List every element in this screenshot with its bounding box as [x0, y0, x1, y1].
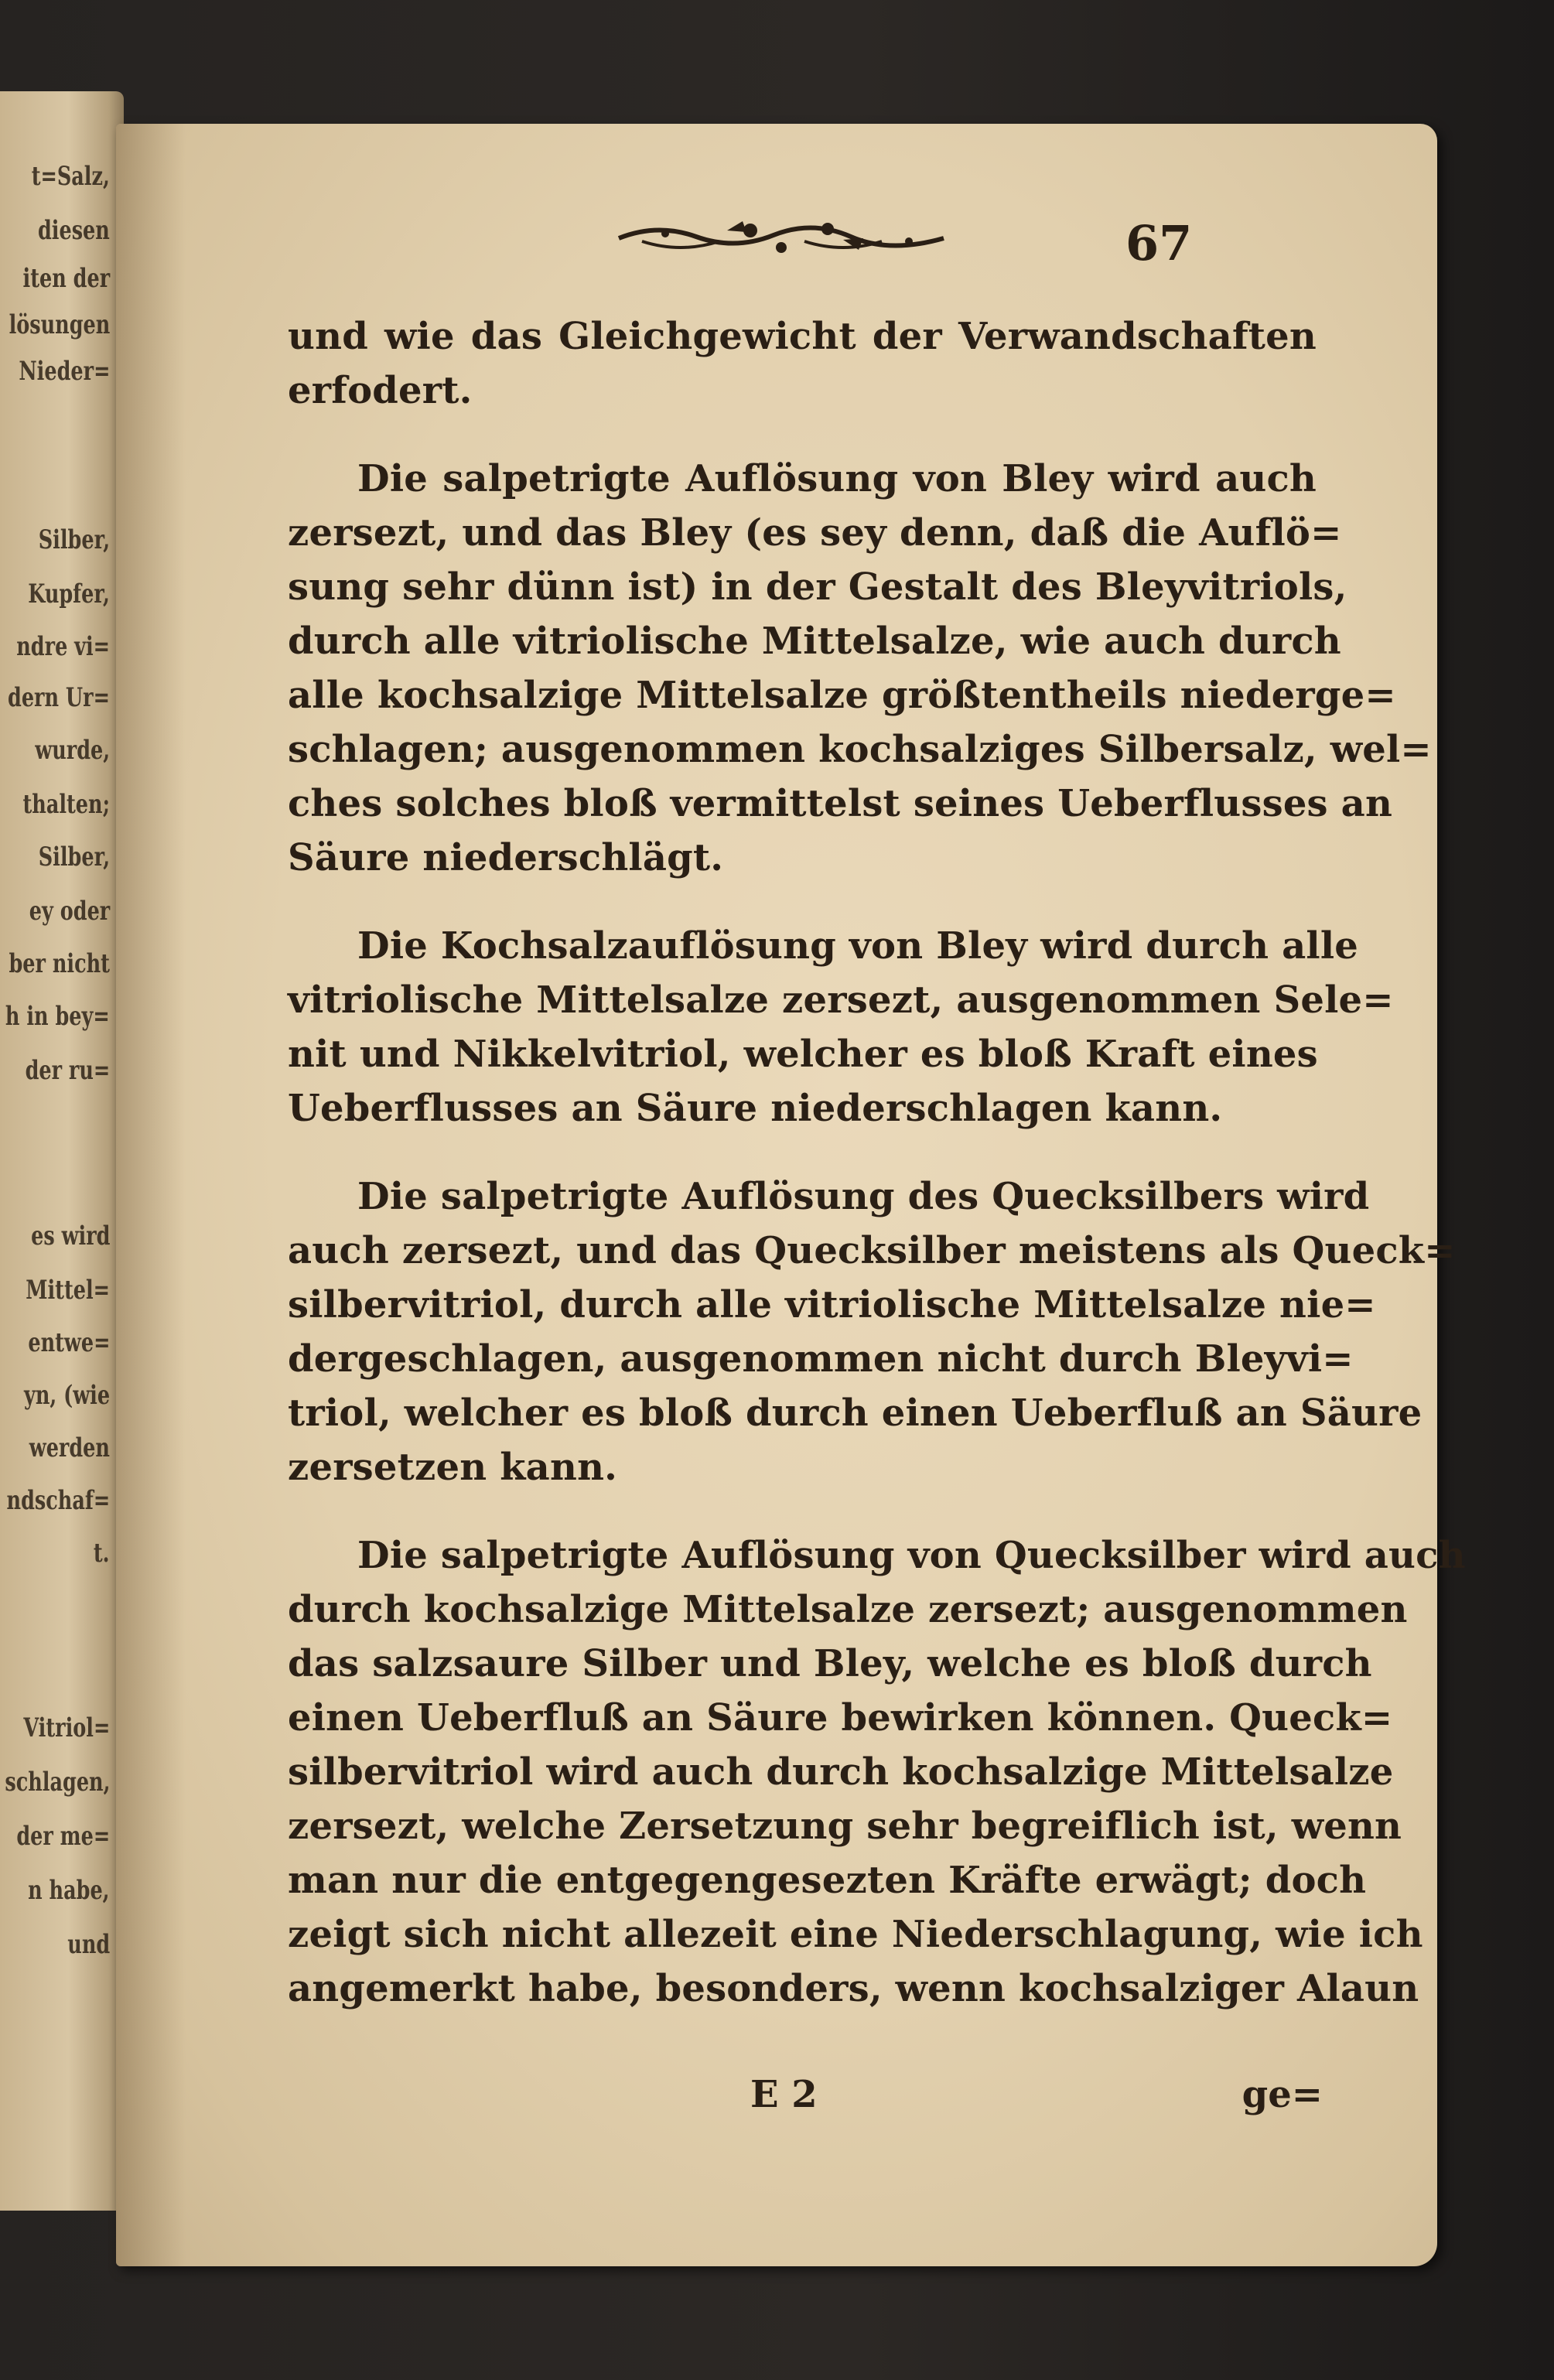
previous-page-line: werden	[29, 1432, 110, 1463]
text-line: triol, welcher es bloß durch einen Ueberfluß an Säure	[288, 1391, 1423, 1435]
paragraph	[288, 309, 1317, 418]
previous-page-line: Nieder=	[18, 356, 110, 387]
catchword: ge=	[1241, 2073, 1323, 2116]
paragraph-gap	[288, 1135, 1317, 1170]
previous-page-line: ndschaf=	[6, 1485, 110, 1516]
text-line: durch alle vitriolische Mittelsalze, wie auch durch	[288, 620, 1341, 663]
text-line: schlagen; ausgenommen kochsalziges Silbersalz, wel=	[288, 728, 1432, 771]
previous-page-line: es wird	[30, 1221, 110, 1251]
previous-page-line: Kupfer,	[28, 579, 110, 610]
page-number: 67	[1125, 215, 1193, 271]
text-line: zersetzen kann.	[288, 1446, 618, 1489]
text-line: Die Kochsalzauflösung von Bley wird durch alle	[357, 924, 1358, 968]
previous-page-line: Mittel=	[26, 1275, 110, 1306]
previous-page-line: n habe,	[28, 1875, 110, 1906]
text-line: Säure niederschlägt.	[288, 836, 724, 879]
book-page	[116, 124, 1466, 2266]
paragraph-gap	[288, 885, 1317, 919]
text-line: Die salpetrigte Auflösung von Quecksilber wird auch	[357, 1534, 1466, 1577]
text-line: Die salpetrigte Auflösung von Bley wird auch	[357, 457, 1317, 500]
text-line: zeigt sich nicht allezeit eine Niederschlagung, wie ich	[288, 1913, 1423, 1956]
paragraph-gap	[288, 418, 1317, 452]
previous-page-line: wurde,	[35, 735, 110, 766]
previous-page-line: und	[67, 1929, 110, 1960]
previous-page-line: iten der	[22, 263, 110, 294]
text-line: vitriolische Mittelsalze zersezt, ausgenommen Sele=	[288, 978, 1394, 1022]
text-line: und wie das Gleichgewicht der Verwandschaften	[288, 315, 1317, 358]
body-text	[288, 309, 1466, 2016]
text-line: zersezt, und das Bley (es sey denn, daß die Auflö=	[288, 511, 1342, 555]
text-line: auch zersezt, und das Quecksilber meistens als Queck=	[288, 1229, 1456, 1272]
previous-page-line: entwe=	[27, 1327, 110, 1358]
text-line: silbervitriol, durch alle vitriolische Mittelsalze nie=	[288, 1283, 1376, 1327]
paragraph	[288, 452, 1432, 885]
text-line: sung sehr dünn ist) in der Gestalt des Bleyvitriols,	[288, 565, 1347, 609]
text-line: einen Ueberfluß an Säure bewirken können. Queck=	[288, 1696, 1393, 1740]
page-footer	[750, 2073, 1323, 2127]
signature-mark: E 2	[750, 2073, 818, 2116]
text-line: nit und Nikkelvitriol, welcher es bloß Kraft eines	[288, 1033, 1318, 1076]
previous-page-line: der me=	[16, 1821, 110, 1852]
previous-page-line: ndre vi=	[16, 631, 110, 662]
previous-page-line: ber nicht	[9, 948, 110, 979]
previous-page-line: t.	[94, 1538, 110, 1569]
previous-page-line: Vitriol=	[23, 1712, 110, 1743]
previous-page-edge	[0, 91, 124, 2211]
previous-page-line: schlagen,	[4, 1767, 110, 1798]
text-line: alle kochsalzige Mittelsalze größtentheils niederge=	[288, 674, 1396, 717]
previous-page-line: ey oder	[29, 896, 110, 927]
paragraph-gap	[288, 1494, 1317, 1528]
previous-page-line: yn, (wie	[23, 1380, 110, 1411]
previous-page-line: der ru=	[25, 1055, 110, 1086]
text-line: man nur die entgegengesezten Kräfte erwägt; doch	[288, 1859, 1367, 1902]
text-line: angemerkt habe, besonders, wenn kochsalziger Alaun	[288, 1967, 1419, 2010]
text-line: erfodert.	[288, 369, 473, 412]
previous-page-line: lösungen	[9, 309, 110, 340]
previous-page-line: h in bey=	[5, 1001, 110, 1032]
text-line: Ueberflusses an Säure niederschlagen kann.	[288, 1087, 1223, 1130]
text-line: zersezt, welche Zersetzung sehr begreiflich ist, wenn	[288, 1805, 1402, 1848]
previous-page-line: Silber,	[38, 842, 110, 872]
header-ornament	[611, 207, 951, 261]
text-line: ches solches bloß vermittelst seines Ueberflusses an	[288, 782, 1393, 825]
previous-page-line: dern Ur=	[8, 682, 110, 713]
text-line: Die salpetrigte Auflösung des Quecksilbers wird	[357, 1175, 1370, 1218]
paragraph	[288, 1170, 1456, 1494]
previous-page-line: t=Salz,	[31, 161, 110, 192]
text-line: silbervitriol wird auch durch kochsalzige Mittelsalze	[288, 1750, 1394, 1794]
previous-page-line: Silber,	[38, 524, 110, 555]
previous-page-line: thalten;	[22, 789, 110, 820]
text-line: dergeschlagen, ausgenommen nicht durch Bleyvi=	[288, 1337, 1354, 1381]
paragraph	[288, 919, 1394, 1135]
previous-page-line: diesen	[38, 215, 110, 246]
text-line: durch kochsalzige Mittelsalze zersezt; ausgenommen	[288, 1588, 1408, 1631]
paragraph	[288, 1528, 1466, 2016]
text-line: das salzsaure Silber und Bley, welche es bloß durch	[288, 1642, 1372, 1685]
